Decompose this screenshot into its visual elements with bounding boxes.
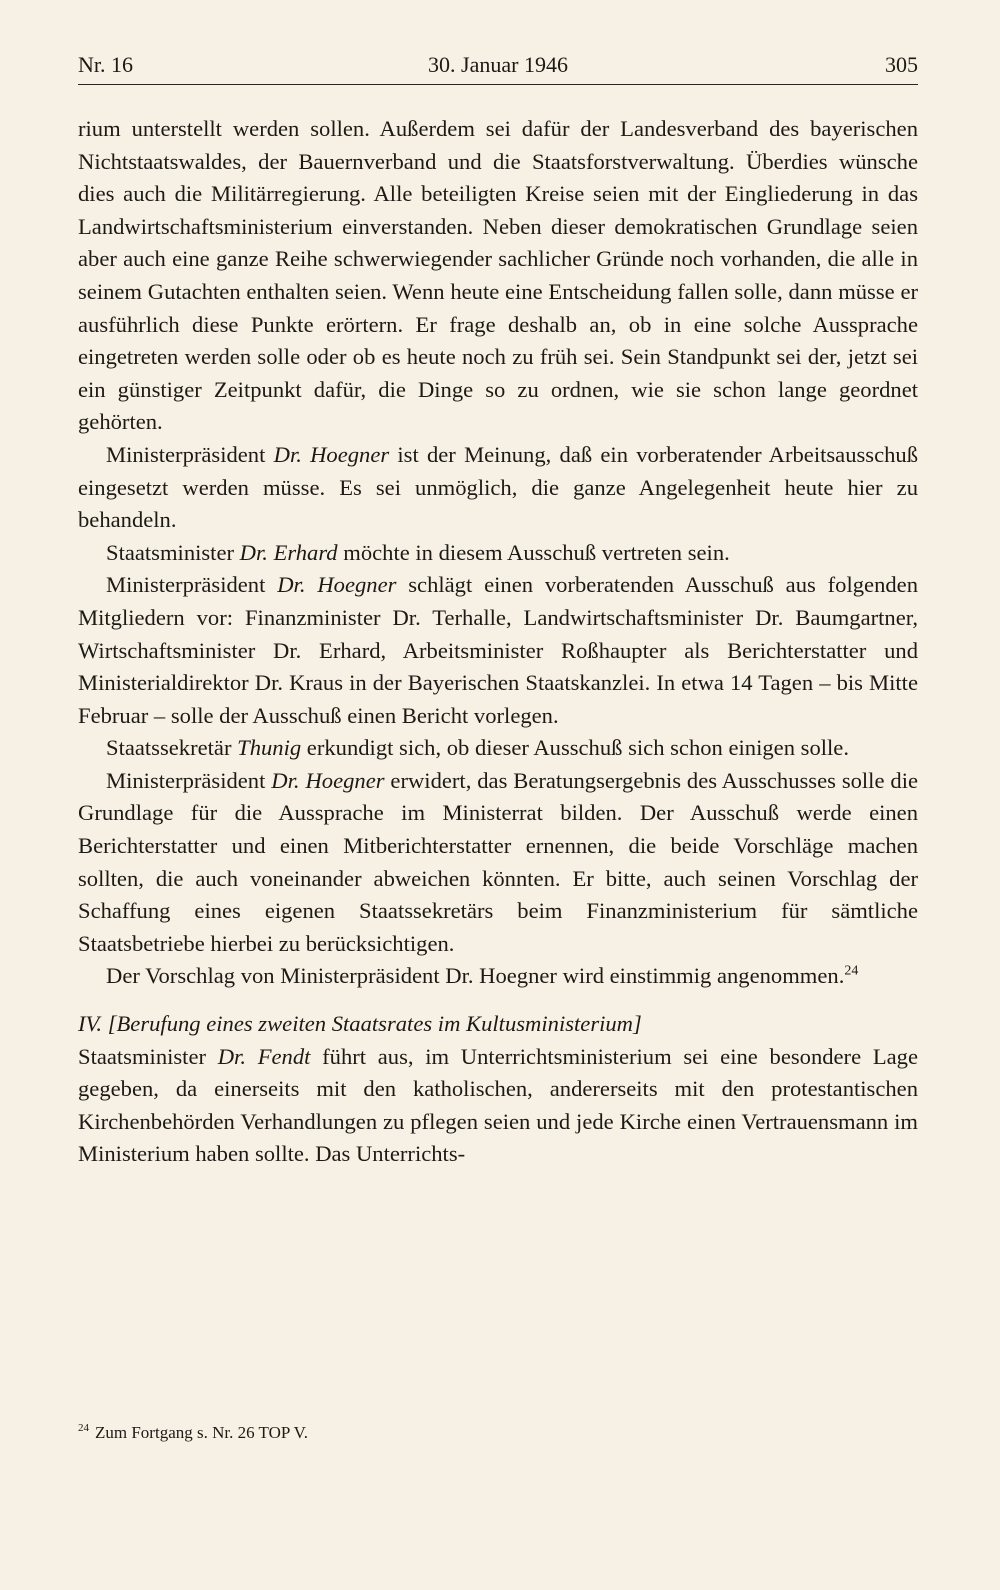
header-rule: [78, 84, 918, 85]
footnote-number: 24: [78, 1422, 89, 1435]
paragraph-text: Ministerpräsident: [106, 572, 278, 598]
paragraph: [78, 439, 918, 537]
paragraph: [78, 537, 918, 570]
footnote: [78, 1422, 918, 1444]
paragraph-text: führt aus, im Unterrichtsministerium sei eine besondere Lage gegeben, da einerseits mit den katholischen, andererseits mit den protestantischen Kirchenbehörden Verhandlungen zu pflegen seien und jede Kirche einen Vertrauensmann im Ministerium haben sollte. Das Unterrichts-: [78, 1043, 918, 1167]
speaker-name: Dr. Hoegner: [273, 441, 390, 467]
section-heading-text: IV. [Berufung eines zweiten Staatsrates im Kultusministerium]: [78, 1011, 642, 1037]
section-heading: [78, 1008, 918, 1041]
paragraph-text: Ministerpräsident: [106, 441, 274, 467]
paragraph: [78, 732, 918, 765]
issue-number: Nr. 16: [78, 52, 133, 77]
paragraph: [78, 1041, 918, 1171]
paragraph-text: Ministerpräsident: [106, 767, 272, 793]
paragraph-text: möchte in diesem Ausschuß vertreten sein.: [337, 539, 730, 565]
paragraph-text: erkundigt sich, ob dieser Ausschuß sich schon einigen solle.: [301, 735, 849, 761]
paragraph: [78, 960, 918, 993]
paragraph-text: Staatsminister: [106, 539, 240, 565]
paragraph-text: schlägt einen vorberatenden Ausschuß aus folgenden Mitgliedern vor: Finanzminister Dr. Terhalle, Landwirtschaftsminister Dr. Baumgartner, Wirtschaftsminister Dr. Erhard, Arbeitsminister Roßhaupter als Berichterstatter und Ministerialdirektor Dr. Kraus in der Bayerischen Staatskanzlei. In etwa 14 Tagen – bis Mitte Februar – solle der Ausschuß einen Bericht vorlegen.: [78, 572, 918, 728]
paragraph: [78, 569, 918, 732]
page-number: 305: [885, 52, 918, 77]
paragraph-text: Der Vorschlag von Ministerpräsident Dr. Hoegner wird einstimmig angenommen.: [106, 963, 845, 989]
main-text: [78, 113, 918, 1171]
speaker-name: Dr. Erhard: [239, 539, 338, 565]
header-date: 30. Januar 1946: [428, 52, 568, 77]
speaker-name: Dr. Fendt: [217, 1043, 311, 1069]
footnote-reference[interactable]: 24: [844, 963, 859, 979]
paragraph-text: erwidert, das Beratungsergebnis des Ausschusses solle die Grundlage für die Aussprache im Ministerrat bilden. Der Ausschuß werde einen Berichterstatter und einen Mitberichterstatter ernennen, die beide Vorschläge machen sollten, die auch voneinander abweichen könnten. Er bitte, auch seinen Vorschlag der Schaffung eines eigenen Staatssekretärs beim Finanzministerium für sämtliche Staatsbetriebe hierbei zu berücksichtigen.: [78, 767, 918, 956]
paragraph-text: Staatssekretär: [106, 735, 238, 761]
paragraph-text: rium unterstellt werden sollen. Außerdem sei dafür der Landesverband des bayerischen Nichtstaatswaldes, der Bauernverband und die Staatsforstverwaltung. Überdies wünsche dies auch die Militärregierung. Alle beteiligten Kreise seien mit der Eingliederung in das Landwirtschaftsministerium einverstanden. Neben dieser demokratischen Grundlage seien aber auch eine ganze Reihe schwerwiegender sachlicher Gründe noch vorhanden, die alle in seinem Gutachten enthalten seien. Wenn heute eine Entscheidung fallen solle, dann müsse er ausführlich diese Punkte erörtern. Er frage deshalb an, ob in eine solche Aussprache eingetreten werden solle oder ob es heute noch zu früh sei. Sein Standpunkt sei der, jetzt sei ein günstiger Zeitpunkt dafür, die Dinge so zu ordnen, wie sie schon lange geordnet gehörten.: [78, 116, 918, 435]
paragraph: [78, 113, 918, 439]
paragraph: [78, 765, 918, 961]
speaker-name: Thunig: [237, 735, 302, 761]
footnote-text: Zum Fortgang s. Nr. 26 TOP V.: [95, 1423, 309, 1442]
speaker-name: Dr. Hoegner: [277, 572, 397, 598]
paragraph-text: ist der Meinung, daß ein vorberatender Arbeitsausschuß eingesetzt werden müsse. Es sei unmöglich, die ganze Angelegenheit heute hier zu behandeln.: [78, 441, 918, 533]
page-header: [78, 48, 918, 84]
speaker-name: Dr. Hoegner: [271, 767, 385, 793]
paragraph-text: Staatsminister: [78, 1043, 218, 1069]
